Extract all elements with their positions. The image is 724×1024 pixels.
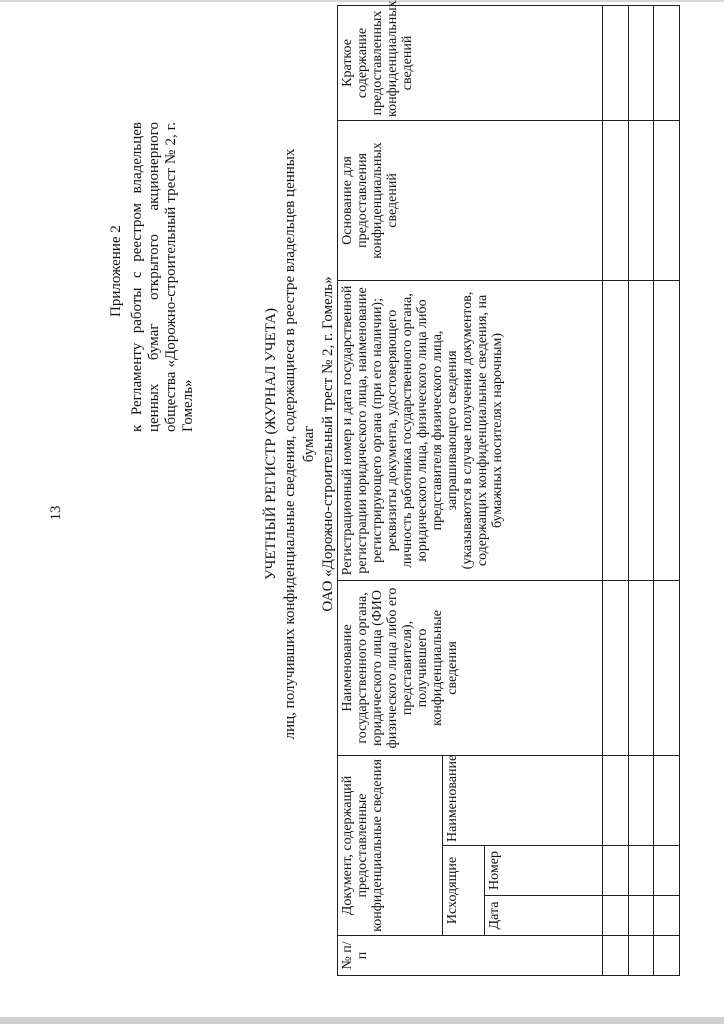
heading-line-3: ОАО «Дорожно-строительный трест № 2, г. Гомель» xyxy=(320,276,336,612)
appendix-block xyxy=(108,122,197,432)
table-cell[interactable] xyxy=(603,755,629,845)
header-date: Дата xyxy=(484,896,603,936)
table-row xyxy=(603,5,629,975)
table-cell[interactable] xyxy=(628,580,654,755)
header-num: № п/п xyxy=(338,936,603,976)
table-cell[interactable] xyxy=(603,280,629,580)
table-cell[interactable] xyxy=(628,896,654,936)
header-requester-note: (указываются в случае получения документов, содержащих конфиденциальные сведения, на бумажных носителях нарочным) xyxy=(460,291,505,570)
table-cell[interactable] xyxy=(628,936,654,976)
appendix-title: Приложение 2 xyxy=(108,225,124,317)
table-cell[interactable] xyxy=(654,5,680,120)
header-outgoing: Исходящие xyxy=(442,846,484,936)
heading-line-2: лиц, получивших конфиденциальные сведения, содержащиеся в реестре владельцев ценных бумаг xyxy=(282,148,317,740)
table-cell[interactable] xyxy=(603,5,629,120)
table-row xyxy=(628,5,654,975)
table-cell[interactable] xyxy=(654,280,680,580)
table-cell[interactable] xyxy=(603,120,629,280)
table-cell[interactable] xyxy=(654,120,680,280)
header-number: Номер xyxy=(484,846,603,896)
header-basis: Основание для предоставления конфиденциальных сведений xyxy=(338,120,603,280)
table-cell[interactable] xyxy=(628,120,654,280)
header-summary: Краткое содержание предоставленных конфиденциальных сведений xyxy=(338,5,603,120)
table-cell[interactable] xyxy=(654,580,680,755)
table-cell[interactable] xyxy=(603,936,629,976)
table-cell[interactable] xyxy=(603,896,629,936)
header-doc-name: Наименование xyxy=(442,755,603,845)
table-cell[interactable] xyxy=(654,755,680,845)
page-number: 13 xyxy=(48,505,64,521)
table-cell[interactable] xyxy=(654,896,680,936)
table-cell[interactable] xyxy=(603,580,629,755)
header-recipient: Наименование государственного органа, юридического лица (ФИО физического лица либо его представителя), получившего конфиденциальные сведения xyxy=(338,580,603,755)
header-document: Документ, содержащий предоставленные конфиденциальные сведения xyxy=(338,755,443,935)
header-requester-text: Регистрационный номер и дата государственной регистрации юридического лица, наименование регистрирующего органа (при его наличии); реквизиты документа, удостоверяющего личность работника государственного органа, юридического лица, физического лица либо представителя физического лица, запрашивающего сведения xyxy=(340,285,460,576)
table-row xyxy=(654,5,680,975)
register-heading xyxy=(262,134,338,754)
table-cell[interactable] xyxy=(628,5,654,120)
table-cell[interactable] xyxy=(654,846,680,896)
table-cell[interactable] xyxy=(603,846,629,896)
register-table xyxy=(337,0,680,976)
table-cell[interactable] xyxy=(628,280,654,580)
table-cell[interactable] xyxy=(628,755,654,845)
appendix-text: к Регламенту работы с реестром владельцев ценных бумаг открытого акционерного общества «Дорожно-строительный трест № 2, г. Гомель» xyxy=(129,122,196,432)
table-cell[interactable] xyxy=(628,846,654,896)
table-cell[interactable] xyxy=(654,936,680,976)
header-requester xyxy=(338,280,603,580)
heading-line-1: УЧЕТНЫЙ РЕГИСТР (ЖУРНАЛ УЧЕТА) xyxy=(263,308,279,581)
